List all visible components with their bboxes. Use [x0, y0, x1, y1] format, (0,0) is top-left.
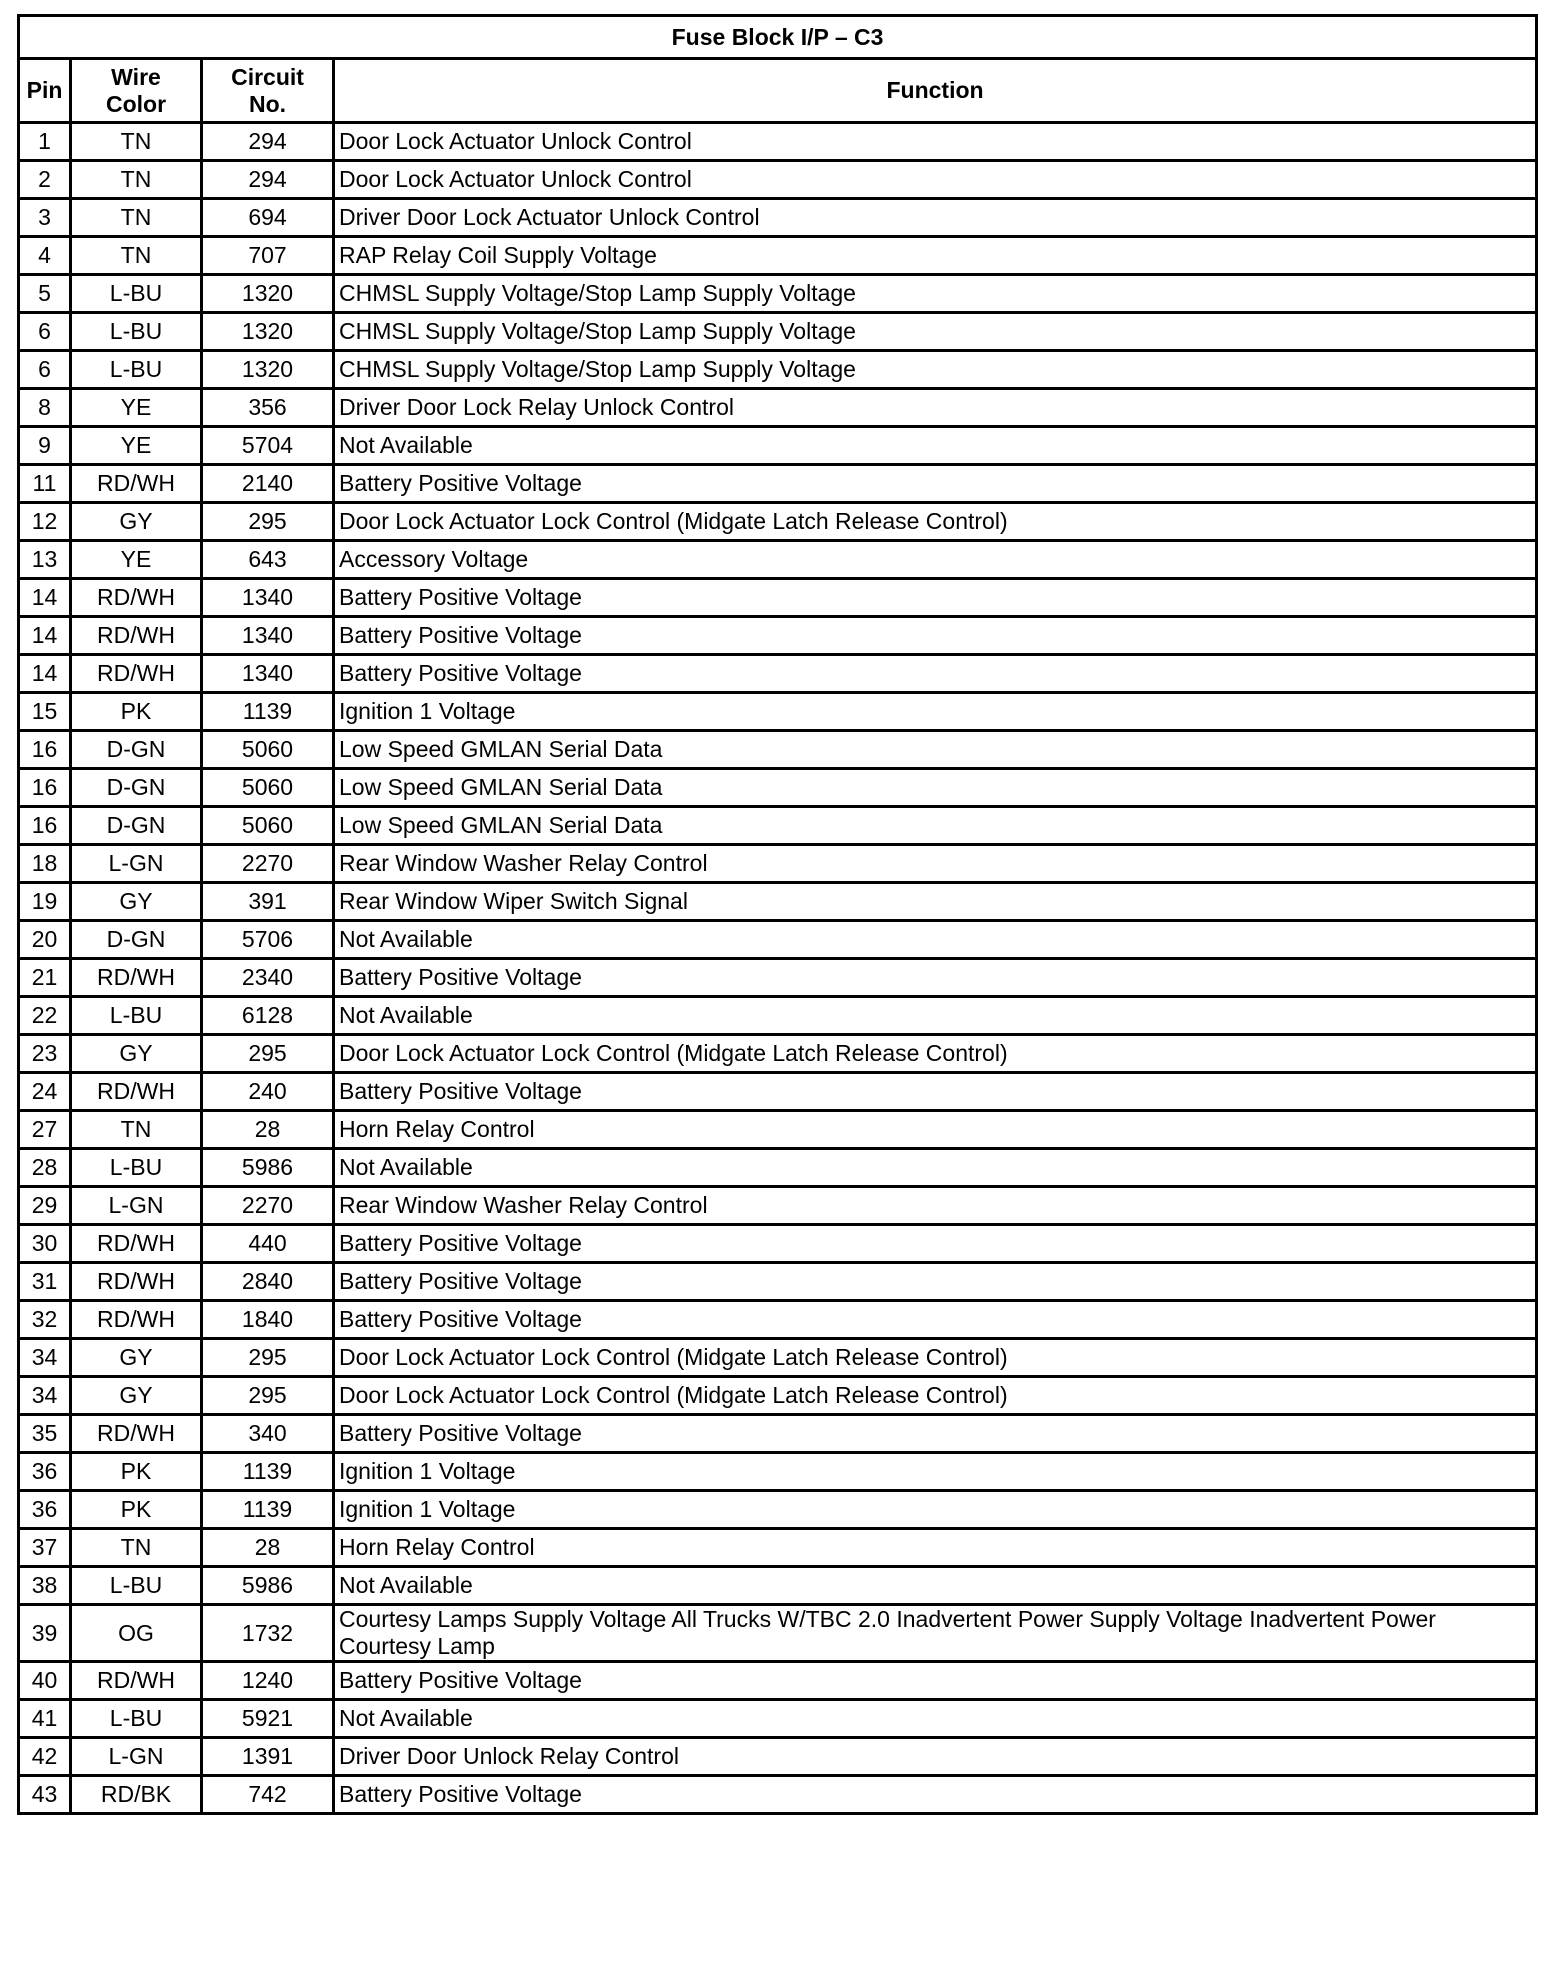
wire-color-cell: D-GN: [71, 769, 202, 807]
table-row: [19, 541, 1537, 579]
wire-color-cell: RD/WH: [71, 1263, 202, 1301]
function-cell: Horn Relay Control: [334, 1111, 1537, 1149]
wire-color-cell: L-BU: [71, 1567, 202, 1605]
wire-color-cell: TN: [71, 199, 202, 237]
table-row: [19, 1453, 1537, 1491]
function-cell: Driver Door Lock Actuator Unlock Control: [334, 199, 1537, 237]
function-cell: Battery Positive Voltage: [334, 1415, 1537, 1453]
wire-color-cell: GY: [71, 1035, 202, 1073]
pin-cell: 14: [19, 579, 71, 617]
wire-color-cell: L-BU: [71, 313, 202, 351]
circuit-cell: 1320: [202, 313, 334, 351]
table-row: [19, 807, 1537, 845]
circuit-cell: 5986: [202, 1149, 334, 1187]
pin-cell: 13: [19, 541, 71, 579]
wire-color-cell: RD/WH: [71, 1225, 202, 1263]
pin-cell: 36: [19, 1453, 71, 1491]
circuit-cell: 1840: [202, 1301, 334, 1339]
circuit-cell: 5060: [202, 807, 334, 845]
wire-color-cell: RD/BK: [71, 1776, 202, 1814]
pin-cell: 34: [19, 1377, 71, 1415]
wire-color-cell: L-BU: [71, 997, 202, 1035]
table-row: [19, 389, 1537, 427]
table-row: [19, 427, 1537, 465]
header-row: [19, 59, 1537, 123]
function-cell: Low Speed GMLAN Serial Data: [334, 769, 1537, 807]
header-function: Function: [334, 59, 1537, 123]
function-cell: Battery Positive Voltage: [334, 1263, 1537, 1301]
wire-color-cell: L-GN: [71, 1187, 202, 1225]
wire-color-cell: D-GN: [71, 921, 202, 959]
circuit-cell: 2140: [202, 465, 334, 503]
circuit-cell: 643: [202, 541, 334, 579]
circuit-cell: 5921: [202, 1700, 334, 1738]
table-row: [19, 161, 1537, 199]
function-cell: Ignition 1 Voltage: [334, 1453, 1537, 1491]
circuit-cell: 295: [202, 1035, 334, 1073]
table-row: [19, 1225, 1537, 1263]
table-row: [19, 313, 1537, 351]
table-row: [19, 1776, 1537, 1814]
circuit-cell: 5706: [202, 921, 334, 959]
header-wire-color-line2: Color: [105, 90, 167, 117]
pin-cell: 43: [19, 1776, 71, 1814]
pin-cell: 32: [19, 1301, 71, 1339]
function-cell: Low Speed GMLAN Serial Data: [334, 731, 1537, 769]
function-cell: Door Lock Actuator Unlock Control: [334, 123, 1537, 161]
table-row: [19, 1491, 1537, 1529]
wire-color-cell: RD/WH: [71, 579, 202, 617]
function-cell: Rear Window Wiper Switch Signal: [334, 883, 1537, 921]
table-row: [19, 1605, 1537, 1662]
pin-cell: 42: [19, 1738, 71, 1776]
function-cell: Door Lock Actuator Unlock Control: [334, 161, 1537, 199]
wire-color-cell: PK: [71, 1453, 202, 1491]
circuit-cell: 5060: [202, 769, 334, 807]
function-cell: Battery Positive Voltage: [334, 959, 1537, 997]
header-pin: Pin: [19, 59, 71, 123]
function-cell: Ignition 1 Voltage: [334, 693, 1537, 731]
function-cell: Door Lock Actuator Lock Control (Midgate Latch Release Control): [334, 1339, 1537, 1377]
circuit-cell: 1320: [202, 351, 334, 389]
circuit-cell: 707: [202, 237, 334, 275]
pin-cell: 9: [19, 427, 71, 465]
function-cell: Not Available: [334, 997, 1537, 1035]
wire-color-cell: PK: [71, 693, 202, 731]
wire-color-cell: YE: [71, 389, 202, 427]
function-cell: Horn Relay Control: [334, 1529, 1537, 1567]
function-cell: Not Available: [334, 1149, 1537, 1187]
pin-cell: 22: [19, 997, 71, 1035]
table-row: [19, 1111, 1537, 1149]
wire-color-cell: RD/WH: [71, 1301, 202, 1339]
pin-cell: 36: [19, 1491, 71, 1529]
pin-cell: 16: [19, 807, 71, 845]
header-circuit-line1: Circuit: [231, 63, 304, 90]
wire-color-cell: YE: [71, 427, 202, 465]
function-cell: Battery Positive Voltage: [334, 579, 1537, 617]
circuit-cell: 1732: [202, 1605, 334, 1662]
circuit-cell: 295: [202, 1339, 334, 1377]
pin-cell: 6: [19, 313, 71, 351]
function-cell: Rear Window Washer Relay Control: [334, 1187, 1537, 1225]
table-row: [19, 845, 1537, 883]
table-row: [19, 275, 1537, 313]
pin-cell: 31: [19, 1263, 71, 1301]
function-cell: Battery Positive Voltage: [334, 465, 1537, 503]
pinout-table: [17, 14, 1538, 1815]
circuit-cell: 28: [202, 1529, 334, 1567]
circuit-cell: 1139: [202, 693, 334, 731]
header-circuit-line2: No.: [248, 90, 287, 117]
function-cell: Battery Positive Voltage: [334, 1225, 1537, 1263]
pin-cell: 14: [19, 655, 71, 693]
function-cell: Battery Positive Voltage: [334, 1662, 1537, 1700]
circuit-cell: 1340: [202, 655, 334, 693]
function-cell: Battery Positive Voltage: [334, 1776, 1537, 1814]
circuit-cell: 391: [202, 883, 334, 921]
function-cell: Not Available: [334, 921, 1537, 959]
table-row: [19, 693, 1537, 731]
header-circuit-no: [202, 59, 334, 123]
function-cell: Battery Positive Voltage: [334, 1301, 1537, 1339]
table-row: [19, 123, 1537, 161]
circuit-cell: 5986: [202, 1567, 334, 1605]
wire-color-cell: RD/WH: [71, 1415, 202, 1453]
table-row: [19, 1662, 1537, 1700]
table-row: [19, 1301, 1537, 1339]
pin-cell: 24: [19, 1073, 71, 1111]
wire-color-cell: L-BU: [71, 1149, 202, 1187]
wire-color-cell: L-GN: [71, 1738, 202, 1776]
pin-cell: 40: [19, 1662, 71, 1700]
pin-cell: 16: [19, 731, 71, 769]
circuit-cell: 28: [202, 1111, 334, 1149]
function-cell: RAP Relay Coil Supply Voltage: [334, 237, 1537, 275]
function-cell: Low Speed GMLAN Serial Data: [334, 807, 1537, 845]
circuit-cell: 2270: [202, 845, 334, 883]
pin-cell: 39: [19, 1605, 71, 1662]
pin-cell: 37: [19, 1529, 71, 1567]
circuit-cell: 2340: [202, 959, 334, 997]
table-row: [19, 1187, 1537, 1225]
pin-cell: 12: [19, 503, 71, 541]
pin-cell: 6: [19, 351, 71, 389]
table-row: [19, 769, 1537, 807]
pin-cell: 34: [19, 1339, 71, 1377]
circuit-cell: 2840: [202, 1263, 334, 1301]
pin-cell: 5: [19, 275, 71, 313]
function-cell: Ignition 1 Voltage: [334, 1491, 1537, 1529]
pin-cell: 38: [19, 1567, 71, 1605]
table-row: [19, 579, 1537, 617]
circuit-cell: 6128: [202, 997, 334, 1035]
wire-color-cell: RD/WH: [71, 617, 202, 655]
wire-color-cell: TN: [71, 161, 202, 199]
wire-color-cell: D-GN: [71, 731, 202, 769]
wire-color-cell: RD/WH: [71, 959, 202, 997]
function-cell: Not Available: [334, 1700, 1537, 1738]
circuit-cell: 1139: [202, 1491, 334, 1529]
pin-cell: 11: [19, 465, 71, 503]
circuit-cell: 1320: [202, 275, 334, 313]
pin-cell: 28: [19, 1149, 71, 1187]
table-row: [19, 1263, 1537, 1301]
function-cell: Rear Window Washer Relay Control: [334, 845, 1537, 883]
circuit-cell: 2270: [202, 1187, 334, 1225]
title-row: [19, 16, 1537, 59]
pin-cell: 18: [19, 845, 71, 883]
table-row: [19, 883, 1537, 921]
function-cell: Door Lock Actuator Lock Control (Midgate Latch Release Control): [334, 503, 1537, 541]
wire-color-cell: RD/WH: [71, 1662, 202, 1700]
wire-color-cell: D-GN: [71, 807, 202, 845]
wire-color-cell: TN: [71, 1529, 202, 1567]
circuit-cell: 694: [202, 199, 334, 237]
circuit-cell: 295: [202, 1377, 334, 1415]
table-row: [19, 465, 1537, 503]
function-cell: CHMSL Supply Voltage/Stop Lamp Supply Voltage: [334, 313, 1537, 351]
function-cell: Driver Door Unlock Relay Control: [334, 1738, 1537, 1776]
table-row: [19, 1035, 1537, 1073]
table-row: [19, 617, 1537, 655]
function-cell: Door Lock Actuator Lock Control (Midgate Latch Release Control): [334, 1035, 1537, 1073]
wire-color-cell: OG: [71, 1605, 202, 1662]
pin-cell: 15: [19, 693, 71, 731]
pin-cell: 41: [19, 1700, 71, 1738]
pin-cell: 16: [19, 769, 71, 807]
pin-cell: 2: [19, 161, 71, 199]
pin-cell: 20: [19, 921, 71, 959]
function-cell: CHMSL Supply Voltage/Stop Lamp Supply Voltage: [334, 351, 1537, 389]
pin-cell: 3: [19, 199, 71, 237]
table-row: [19, 997, 1537, 1035]
wire-color-cell: L-GN: [71, 845, 202, 883]
pin-cell: 14: [19, 617, 71, 655]
table-row: [19, 1567, 1537, 1605]
wire-color-cell: L-BU: [71, 1700, 202, 1738]
table-row: [19, 655, 1537, 693]
table-row: [19, 1377, 1537, 1415]
wire-color-cell: GY: [71, 883, 202, 921]
wire-color-cell: L-BU: [71, 275, 202, 313]
function-cell: Courtesy Lamps Supply Voltage All Trucks W/TBC 2.0 Inadvertent Power Supply Voltage Inadvertent Power Courtesy Lamp: [334, 1605, 1537, 1662]
circuit-cell: 356: [202, 389, 334, 427]
function-cell: Battery Positive Voltage: [334, 617, 1537, 655]
wire-color-cell: RD/WH: [71, 1073, 202, 1111]
circuit-cell: 440: [202, 1225, 334, 1263]
wire-color-cell: TN: [71, 123, 202, 161]
pin-cell: 27: [19, 1111, 71, 1149]
function-cell: Door Lock Actuator Lock Control (Midgate Latch Release Control): [334, 1377, 1537, 1415]
circuit-cell: 294: [202, 161, 334, 199]
pin-cell: 8: [19, 389, 71, 427]
circuit-cell: 1340: [202, 579, 334, 617]
wire-color-cell: GY: [71, 1339, 202, 1377]
wire-color-cell: TN: [71, 237, 202, 275]
wire-color-cell: GY: [71, 1377, 202, 1415]
header-wire-color-line1: Wire: [111, 63, 161, 90]
table-row: [19, 503, 1537, 541]
function-cell: Battery Positive Voltage: [334, 655, 1537, 693]
pin-cell: 21: [19, 959, 71, 997]
wire-color-cell: YE: [71, 541, 202, 579]
circuit-cell: 240: [202, 1073, 334, 1111]
pin-cell: 35: [19, 1415, 71, 1453]
pin-cell: 4: [19, 237, 71, 275]
table-row: [19, 199, 1537, 237]
table-row: [19, 921, 1537, 959]
function-cell: Battery Positive Voltage: [334, 1073, 1537, 1111]
wire-color-cell: TN: [71, 1111, 202, 1149]
pin-cell: 30: [19, 1225, 71, 1263]
pin-cell: 29: [19, 1187, 71, 1225]
pin-cell: 19: [19, 883, 71, 921]
circuit-cell: 1139: [202, 1453, 334, 1491]
function-cell: CHMSL Supply Voltage/Stop Lamp Supply Voltage: [334, 275, 1537, 313]
wire-color-cell: L-BU: [71, 351, 202, 389]
table-row: [19, 731, 1537, 769]
table-title: Fuse Block I/P – C3: [19, 16, 1537, 59]
header-wire-color: [71, 59, 202, 123]
circuit-cell: 294: [202, 123, 334, 161]
table-row: [19, 1415, 1537, 1453]
function-cell: Not Available: [334, 427, 1537, 465]
circuit-cell: 742: [202, 1776, 334, 1814]
table-row: [19, 1073, 1537, 1111]
table-row: [19, 1339, 1537, 1377]
circuit-cell: 295: [202, 503, 334, 541]
table-row: [19, 1149, 1537, 1187]
pin-cell: 1: [19, 123, 71, 161]
circuit-cell: 1240: [202, 1662, 334, 1700]
circuit-cell: 1340: [202, 617, 334, 655]
circuit-cell: 340: [202, 1415, 334, 1453]
table-row: [19, 1700, 1537, 1738]
function-cell: Not Available: [334, 1567, 1537, 1605]
pin-cell: 23: [19, 1035, 71, 1073]
wire-color-cell: GY: [71, 503, 202, 541]
circuit-cell: 5704: [202, 427, 334, 465]
table-body: [19, 123, 1537, 1814]
circuit-cell: 1391: [202, 1738, 334, 1776]
table-row: [19, 351, 1537, 389]
table-row: [19, 237, 1537, 275]
wire-color-cell: RD/WH: [71, 465, 202, 503]
function-cell: Accessory Voltage: [334, 541, 1537, 579]
wire-color-cell: PK: [71, 1491, 202, 1529]
wire-color-cell: RD/WH: [71, 655, 202, 693]
table-row: [19, 1738, 1537, 1776]
circuit-cell: 5060: [202, 731, 334, 769]
function-cell: Driver Door Lock Relay Unlock Control: [334, 389, 1537, 427]
table-row: [19, 959, 1537, 997]
table-row: [19, 1529, 1537, 1567]
